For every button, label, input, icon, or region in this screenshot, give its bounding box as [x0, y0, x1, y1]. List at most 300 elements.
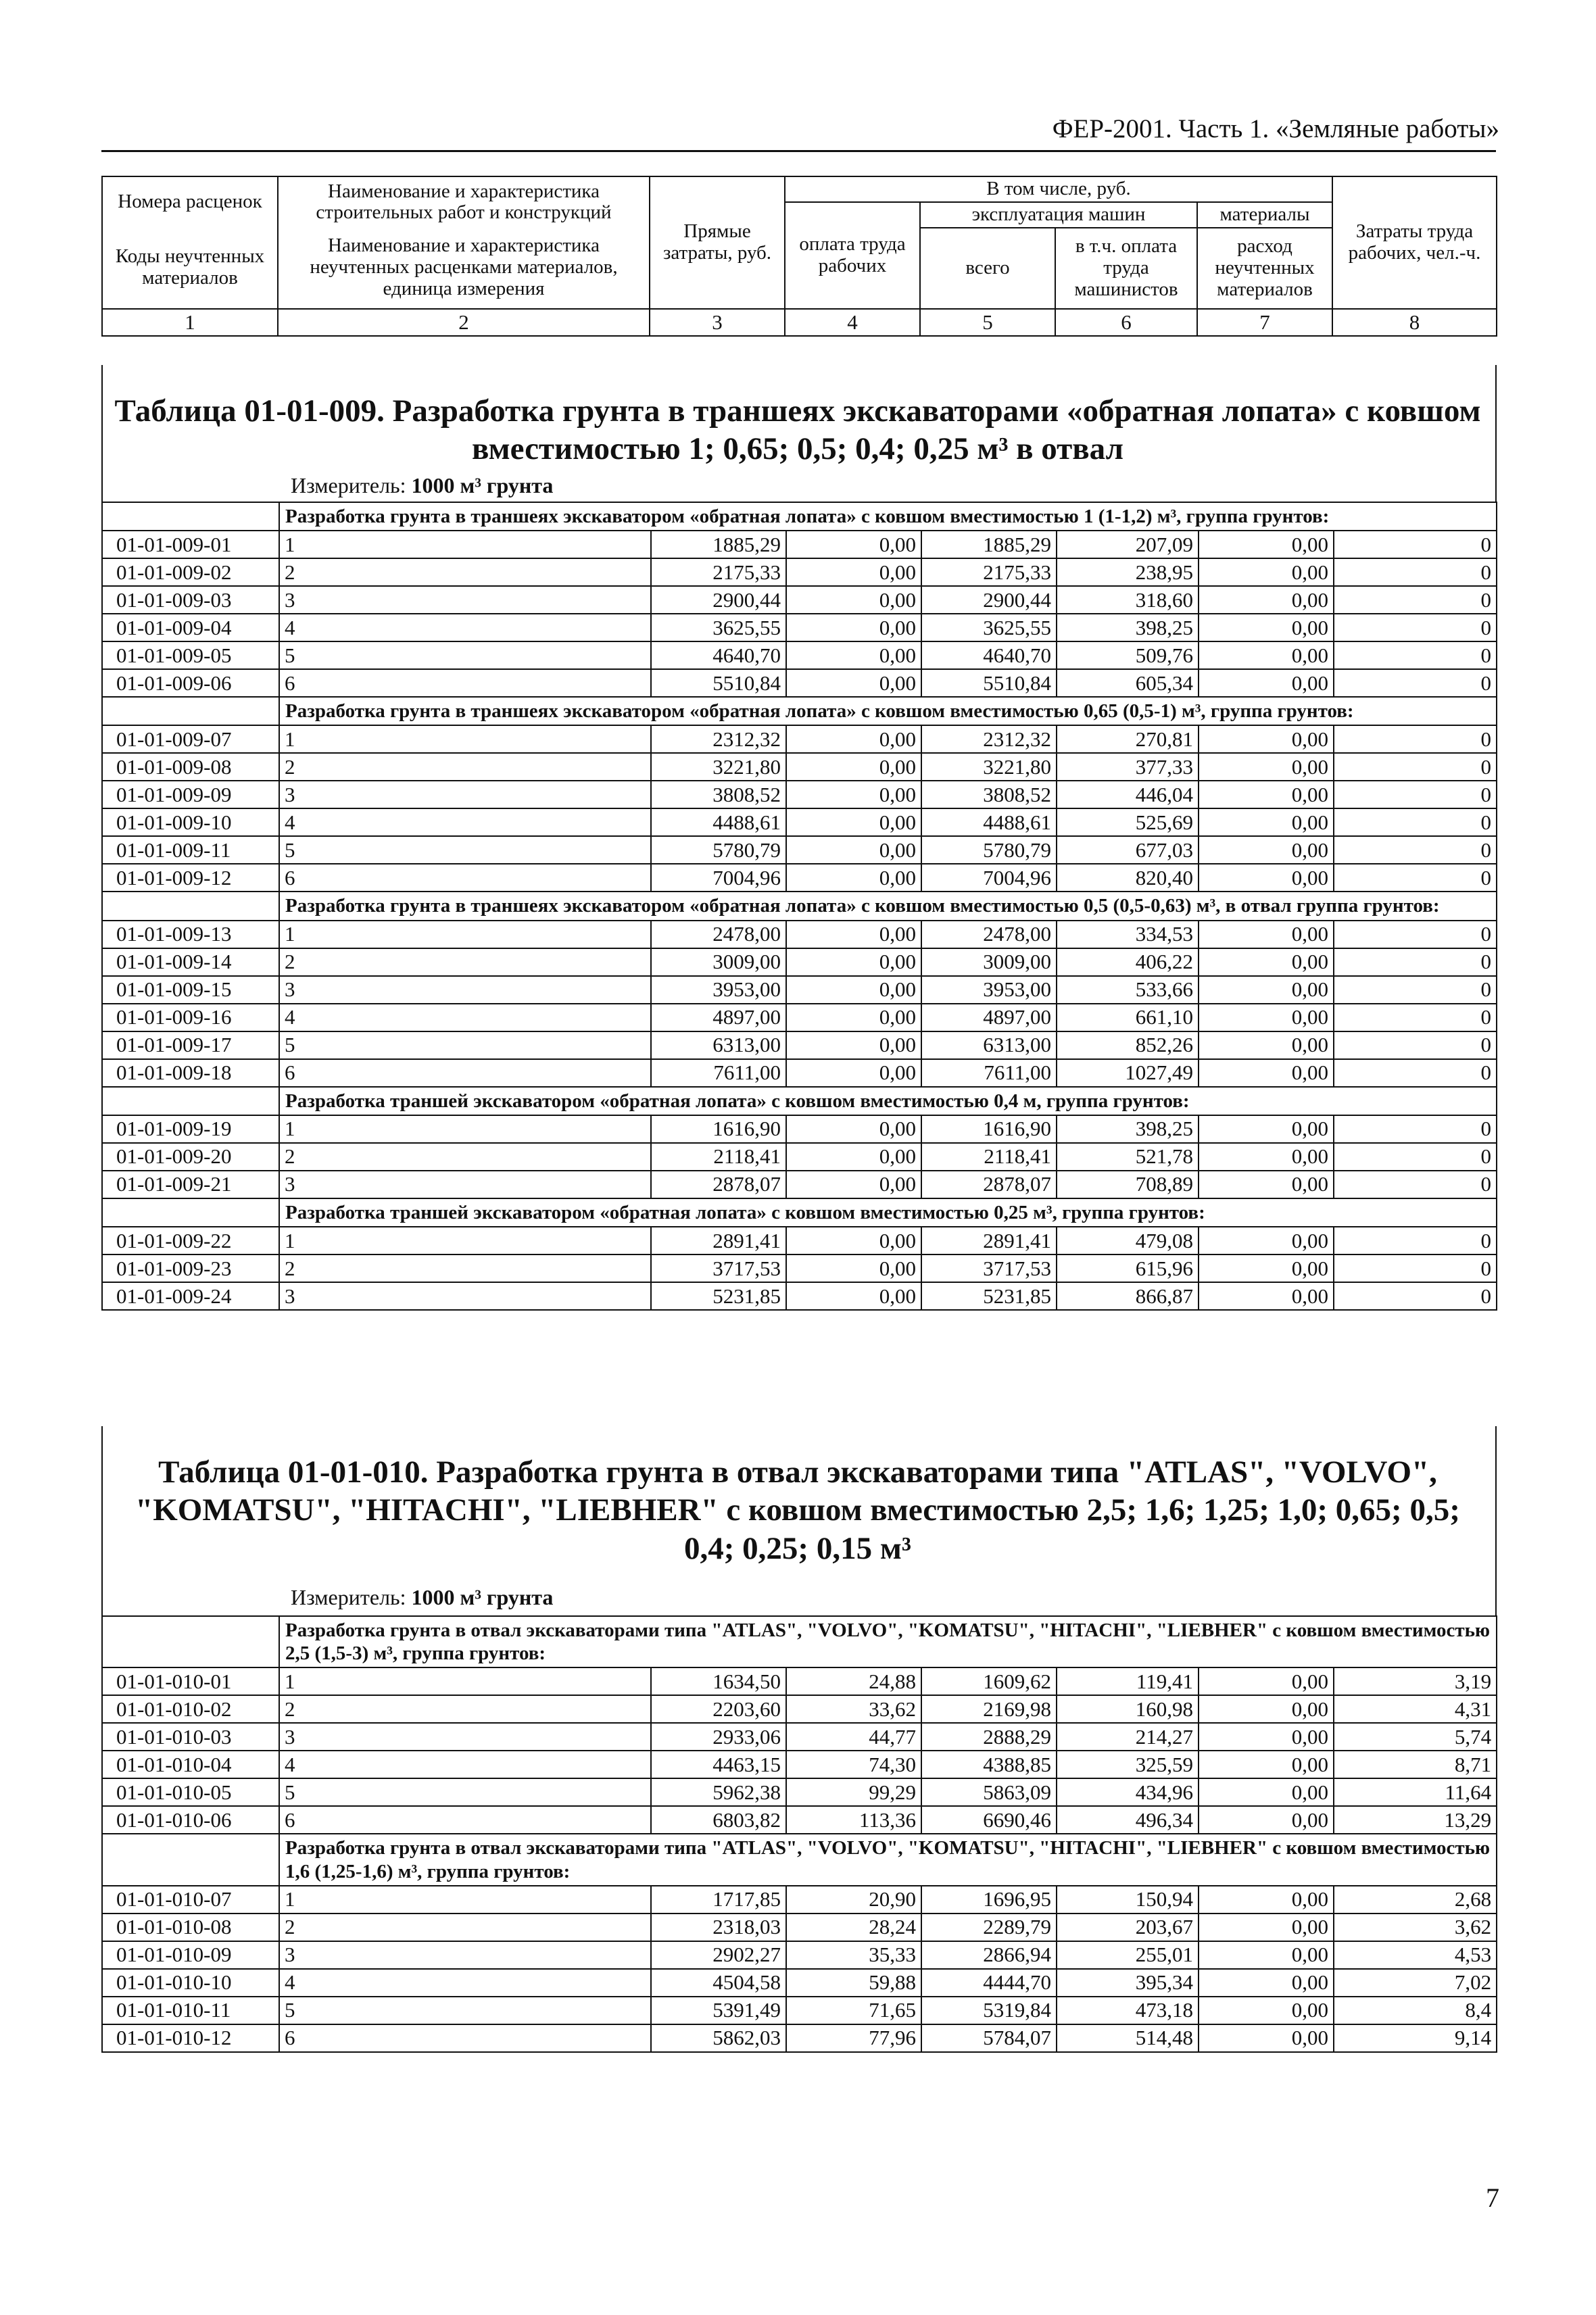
value-cell: 2289,79: [921, 1914, 1057, 1941]
value-cell: 4897,00: [651, 1004, 786, 1031]
rate-code-cell: 01-01-009-16: [102, 1004, 279, 1031]
value-cell: 214,27: [1057, 1723, 1199, 1751]
rate-code-cell: 01-01-009-02: [102, 558, 279, 586]
group-heading-spacer: [102, 1616, 279, 1667]
value-cell: 0,00: [1199, 531, 1334, 558]
value-cell: 28,24: [786, 1914, 921, 1941]
value-cell: 0,00: [1199, 1004, 1334, 1031]
value-cell: 8,4: [1334, 1997, 1497, 2024]
value-cell: 3221,80: [651, 753, 786, 781]
soil-group-cell: 3: [279, 1171, 651, 1198]
value-cell: 4444,70: [921, 1969, 1057, 1997]
value-cell: 5231,85: [651, 1282, 786, 1310]
table-row: [102, 864, 1497, 892]
table-row: [102, 1031, 1497, 1059]
value-cell: 5962,38: [651, 1778, 786, 1806]
value-cell: 479,08: [1057, 1227, 1199, 1254]
soil-group-cell: 2: [279, 1143, 651, 1171]
header-materials: материалы: [1197, 202, 1332, 228]
value-cell: 0: [1334, 1143, 1497, 1171]
value-cell: 5780,79: [651, 836, 786, 864]
value-cell: 2888,29: [921, 1723, 1057, 1751]
value-cell: 661,10: [1057, 1004, 1199, 1031]
header-material-names: Наименование и характеристика неучтенных расценками материалов, единица измерения: [278, 228, 650, 309]
value-cell: 0: [1334, 864, 1497, 892]
value-cell: 2478,00: [651, 921, 786, 948]
table-row: [102, 836, 1497, 864]
value-cell: 0: [1334, 1115, 1497, 1143]
value-cell: 708,89: [1057, 1171, 1199, 1198]
value-cell: 0: [1334, 1282, 1497, 1310]
rate-code-cell: 01-01-009-13: [102, 921, 279, 948]
value-cell: 1696,95: [921, 1886, 1057, 1914]
value-cell: 3953,00: [921, 976, 1057, 1004]
value-cell: 3717,53: [651, 1254, 786, 1282]
rate-code-cell: 01-01-009-12: [102, 864, 279, 892]
group-heading-row: [102, 697, 1497, 725]
value-cell: 0,00: [1199, 1886, 1334, 1914]
value-cell: 0: [1334, 921, 1497, 948]
soil-group-cell: 5: [279, 1031, 651, 1059]
value-cell: 150,94: [1057, 1886, 1199, 1914]
soil-group-cell: 2: [279, 1914, 651, 1941]
soil-group-cell: 2: [279, 558, 651, 586]
value-cell: 2203,60: [651, 1695, 786, 1723]
value-cell: 0,00: [1199, 1914, 1334, 1941]
header-material-codes: Коды неучтенных материалов: [102, 228, 278, 309]
value-cell: 2312,32: [921, 725, 1057, 753]
header-material-cost: расход неучтенных материалов: [1197, 228, 1332, 309]
value-cell: 2312,32: [651, 725, 786, 753]
soil-group-cell: 6: [279, 864, 651, 892]
value-cell: 3221,80: [921, 753, 1057, 781]
value-cell: 0,00: [1199, 808, 1334, 836]
rate-code-cell: 01-01-009-24: [102, 1282, 279, 1310]
rate-code-cell: 01-01-009-19: [102, 1115, 279, 1143]
group-heading: Разработка траншей экскаватором «обратная лопата» с ковшом вместимостью 0,25 м³, группа грунтов:: [279, 1198, 1497, 1227]
frame-line: [101, 1426, 103, 1617]
value-cell: 615,96: [1057, 1254, 1199, 1282]
value-cell: 2175,33: [921, 558, 1057, 586]
group-heading: Разработка грунта в траншеях экскаватором «обратная лопата» с ковшом вместимостью 1 (1-1,2) м³, группа грунтов:: [279, 502, 1497, 531]
value-cell: 2900,44: [651, 586, 786, 614]
value-cell: 44,77: [786, 1723, 921, 1751]
value-cell: 1609,62: [921, 1667, 1057, 1695]
rate-code-cell: 01-01-010-04: [102, 1751, 279, 1778]
value-cell: 3625,55: [651, 614, 786, 641]
rate-code-cell: 01-01-010-02: [102, 1695, 279, 1723]
soil-group-cell: 6: [279, 1806, 651, 1834]
value-cell: 2478,00: [921, 921, 1057, 948]
group-heading-spacer: [102, 892, 279, 920]
value-cell: 3,62: [1334, 1914, 1497, 1941]
table-row: [102, 641, 1497, 669]
value-cell: 3717,53: [921, 1254, 1057, 1282]
value-cell: 0,00: [1199, 641, 1334, 669]
soil-group-cell: 6: [279, 1059, 651, 1087]
value-cell: 0,00: [1199, 1941, 1334, 1969]
rate-code-cell: 01-01-009-01: [102, 531, 279, 558]
value-cell: 270,81: [1057, 725, 1199, 753]
value-cell: 0,00: [786, 1227, 921, 1254]
header-machines: эксплуатация машин: [920, 202, 1197, 228]
frame-line: [101, 365, 103, 502]
value-cell: 0: [1334, 1059, 1497, 1087]
table-010-unit: Измеритель: 1000 м³ грунта: [291, 1585, 554, 1609]
group-heading: Разработка грунта в траншеях экскаватором «обратная лопата» с ковшом вместимостью 0,65 (0,5-1) м³, группа грунтов:: [279, 697, 1497, 725]
soil-group-cell: 5: [279, 1997, 651, 2024]
value-cell: 6690,46: [921, 1806, 1057, 1834]
value-cell: 207,09: [1057, 531, 1199, 558]
rate-code-cell: 01-01-009-08: [102, 753, 279, 781]
value-cell: 0,00: [1199, 1997, 1334, 2024]
value-cell: 2891,41: [921, 1227, 1057, 1254]
table-row: [102, 1695, 1497, 1723]
value-cell: 0,00: [1199, 1969, 1334, 1997]
value-cell: 2878,07: [651, 1171, 786, 1198]
value-cell: 0,00: [1199, 669, 1334, 697]
value-cell: 4,53: [1334, 1941, 1497, 1969]
value-cell: 521,78: [1057, 1143, 1199, 1171]
page-number: 7: [1486, 2183, 1499, 2213]
group-heading-row: [102, 1834, 1497, 1885]
value-cell: 0: [1334, 669, 1497, 697]
soil-group-cell: 5: [279, 1778, 651, 1806]
value-cell: 0,00: [1199, 586, 1334, 614]
value-cell: 2933,06: [651, 1723, 786, 1751]
value-cell: 0,00: [786, 864, 921, 892]
table-row: [102, 781, 1497, 808]
value-cell: 6803,82: [651, 1806, 786, 1834]
value-cell: 2902,27: [651, 1941, 786, 1969]
rate-code-cell: 01-01-009-05: [102, 641, 279, 669]
value-cell: 11,64: [1334, 1778, 1497, 1806]
table-row: [102, 1004, 1497, 1031]
value-cell: 2118,41: [651, 1143, 786, 1171]
value-cell: 406,22: [1057, 948, 1199, 976]
value-cell: 255,01: [1057, 1941, 1199, 1969]
header-direct-costs: Прямые затраты, руб.: [650, 176, 785, 309]
value-cell: 0,00: [1199, 1778, 1334, 1806]
table-row: [102, 558, 1497, 586]
value-cell: 71,65: [786, 1997, 921, 2024]
value-cell: 0,00: [1199, 1254, 1334, 1282]
group-heading: Разработка грунта в отвал экскаваторами типа "ATLAS", "VOLVO", "KOMATSU", "HITACHI", "LIEBHER" с ковшом вместимостью 2,5 (1,5-3) м³, группа грунтов:: [279, 1616, 1497, 1667]
frame-line: [1495, 1426, 1497, 1617]
value-cell: 0,00: [786, 531, 921, 558]
header-labor-costs: Затраты труда рабочих, чел.-ч.: [1332, 176, 1497, 309]
value-cell: 7004,96: [921, 864, 1057, 892]
table-row: [102, 1667, 1497, 1695]
value-cell: 0,00: [1199, 1115, 1334, 1143]
table-row: [102, 725, 1497, 753]
rate-code-cell: 01-01-010-06: [102, 1806, 279, 1834]
value-cell: 605,34: [1057, 669, 1199, 697]
value-cell: 0,00: [1199, 614, 1334, 641]
table-row: [102, 753, 1497, 781]
table-row: [102, 948, 1497, 976]
group-heading-row: [102, 1198, 1497, 1227]
value-cell: 0,00: [1199, 976, 1334, 1004]
value-cell: 866,87: [1057, 1282, 1199, 1310]
value-cell: 20,90: [786, 1886, 921, 1914]
value-cell: 677,03: [1057, 836, 1199, 864]
value-cell: 7611,00: [651, 1059, 786, 1087]
soil-group-cell: 2: [279, 753, 651, 781]
rate-code-cell: 01-01-009-18: [102, 1059, 279, 1087]
value-cell: 35,33: [786, 1941, 921, 1969]
value-cell: 74,30: [786, 1751, 921, 1778]
value-cell: 395,34: [1057, 1969, 1199, 1997]
soil-group-cell: 2: [279, 1254, 651, 1282]
value-cell: 0: [1334, 808, 1497, 836]
value-cell: 5319,84: [921, 1997, 1057, 2024]
value-cell: 0: [1334, 1004, 1497, 1031]
soil-group-cell: 1: [279, 1227, 651, 1254]
table-row: [102, 976, 1497, 1004]
table-010-title: Таблица 01-01-010. Разработка грунта в отвал экскаваторами типа "ATLAS", "VOLVO", "KOMATSU", "HITACHI", "LIEBHER" с ковшом вместимостью 2,5; 1,6; 1,25; 1,0; 0,65; 0,5; 0,4; 0,25; 0,15 м³: [135, 1455, 1460, 1566]
rate-code-cell: 01-01-009-04: [102, 614, 279, 641]
value-cell: 4,31: [1334, 1695, 1497, 1723]
table-row: [102, 808, 1497, 836]
value-cell: 1616,90: [651, 1115, 786, 1143]
table-row: [102, 669, 1497, 697]
group-heading: Разработка грунта в траншеях экскаватором «обратная лопата» с ковшом вместимостью 0,5 (0,5-0,63) м³, в отвал группа грунтов:: [279, 892, 1497, 920]
value-cell: 2118,41: [921, 1143, 1057, 1171]
table-row: [102, 921, 1497, 948]
table-row: [102, 1997, 1497, 2024]
group-heading-spacer: [102, 697, 279, 725]
value-cell: 0: [1334, 948, 1497, 976]
value-cell: 0,00: [786, 641, 921, 669]
value-cell: 398,25: [1057, 1115, 1199, 1143]
value-cell: 5510,84: [651, 669, 786, 697]
table-row: [102, 586, 1497, 614]
soil-group-cell: 3: [279, 976, 651, 1004]
value-cell: 0,00: [1199, 725, 1334, 753]
value-cell: 113,36: [786, 1806, 921, 1834]
value-cell: 473,18: [1057, 1997, 1199, 2024]
value-cell: 398,25: [1057, 614, 1199, 641]
value-cell: 2866,94: [921, 1941, 1057, 1969]
value-cell: 0: [1334, 1031, 1497, 1059]
value-cell: 0,00: [786, 921, 921, 948]
value-cell: 0: [1334, 725, 1497, 753]
table-row: [102, 614, 1497, 641]
value-cell: 0,00: [1199, 1282, 1334, 1310]
table-009-unit: Измеритель: 1000 м³ грунта: [291, 473, 554, 497]
value-cell: 0,00: [1199, 1059, 1334, 1087]
value-cell: 0: [1334, 1254, 1497, 1282]
soil-group-cell: 1: [279, 921, 651, 948]
header-machines-total: всего: [920, 228, 1055, 309]
value-cell: 238,95: [1057, 558, 1199, 586]
value-cell: 0,00: [1199, 1667, 1334, 1695]
value-cell: 1885,29: [651, 531, 786, 558]
value-cell: 24,88: [786, 1667, 921, 1695]
header-rule: [101, 150, 1496, 152]
value-cell: 4504,58: [651, 1969, 786, 1997]
value-cell: 318,60: [1057, 586, 1199, 614]
running-head: ФЕР-2001. Часть 1. «Земляные работы»: [1052, 114, 1499, 143]
value-cell: 0: [1334, 753, 1497, 781]
soil-group-cell: 2: [279, 948, 651, 976]
value-cell: 4488,61: [921, 808, 1057, 836]
value-cell: 0,00: [1199, 1143, 1334, 1171]
header-col-number: 7: [1197, 309, 1332, 336]
group-heading: Разработка грунта в отвал экскаваторами типа "ATLAS", "VOLVO", "KOMATSU", "HITACHI", "LIEBHER" с ковшом вместимостью 1,6 (1,25-1,6) м³, группа грунтов:: [279, 1834, 1497, 1885]
value-cell: 1717,85: [651, 1886, 786, 1914]
header-col-number: 5: [920, 309, 1055, 336]
header-work-name: Наименование и характеристика строительных работ и конструкций: [278, 176, 650, 228]
value-cell: 2,68: [1334, 1886, 1497, 1914]
table-row: [102, 2024, 1497, 2052]
value-cell: 0,00: [786, 781, 921, 808]
soil-group-cell: 4: [279, 1969, 651, 1997]
header-col-number: 6: [1055, 309, 1197, 336]
value-cell: 4388,85: [921, 1751, 1057, 1778]
value-cell: 203,67: [1057, 1914, 1199, 1941]
rate-code-cell: 01-01-009-20: [102, 1143, 279, 1171]
value-cell: 4897,00: [921, 1004, 1057, 1031]
value-cell: 1885,29: [921, 531, 1057, 558]
value-cell: 0,00: [786, 725, 921, 753]
rate-code-cell: 01-01-010-01: [102, 1667, 279, 1695]
header-col-number: 3: [650, 309, 785, 336]
header-col-number: 2: [278, 309, 650, 336]
value-cell: 4640,70: [651, 641, 786, 669]
value-cell: 9,14: [1334, 2024, 1497, 2052]
value-cell: 0,00: [1199, 921, 1334, 948]
rate-code-cell: 01-01-009-22: [102, 1227, 279, 1254]
soil-group-cell: 3: [279, 1941, 651, 1969]
value-cell: 0,00: [1199, 1227, 1334, 1254]
value-cell: 509,76: [1057, 641, 1199, 669]
value-cell: 0,00: [1199, 558, 1334, 586]
soil-group-cell: 1: [279, 1886, 651, 1914]
group-heading: Разработка траншей экскаватором «обратная лопата» с ковшом вместимостью 0,4 м, группа грунтов:: [279, 1087, 1497, 1115]
value-cell: 3009,00: [651, 948, 786, 976]
value-cell: 0,00: [786, 1254, 921, 1282]
value-cell: 0,00: [786, 836, 921, 864]
rate-code-cell: 01-01-009-10: [102, 808, 279, 836]
value-cell: 0: [1334, 614, 1497, 641]
value-cell: 0,00: [786, 1282, 921, 1310]
value-cell: 525,69: [1057, 808, 1199, 836]
table-row: [102, 1778, 1497, 1806]
table-row: [102, 1969, 1497, 1997]
soil-group-cell: 3: [279, 781, 651, 808]
value-cell: 0,00: [786, 1004, 921, 1031]
value-cell: 0,00: [786, 948, 921, 976]
table-row: [102, 1886, 1497, 1914]
value-cell: 0,00: [1199, 1171, 1334, 1198]
rate-code-cell: 01-01-009-21: [102, 1171, 279, 1198]
value-cell: 5,74: [1334, 1723, 1497, 1751]
value-cell: 0,00: [786, 558, 921, 586]
header-col-number: 4: [785, 309, 920, 336]
value-cell: 0: [1334, 1171, 1497, 1198]
value-cell: 0,00: [786, 614, 921, 641]
rate-code-cell: 01-01-009-15: [102, 976, 279, 1004]
group-heading-row: [102, 502, 1497, 531]
table-010: [101, 1615, 1497, 2053]
value-cell: 0: [1334, 586, 1497, 614]
value-cell: 59,88: [786, 1969, 921, 1997]
soil-group-cell: 4: [279, 808, 651, 836]
value-cell: 160,98: [1057, 1695, 1199, 1723]
value-cell: 852,26: [1057, 1031, 1199, 1059]
value-cell: 0,00: [786, 1171, 921, 1198]
soil-group-cell: 3: [279, 1282, 651, 1310]
value-cell: 0,00: [1199, 1751, 1334, 1778]
table-row: [102, 1282, 1497, 1310]
header-labor-pay: оплата труда рабочих: [785, 202, 920, 309]
header-rate-numbers: Номера расценок: [102, 176, 278, 228]
rate-code-cell: 01-01-009-11: [102, 836, 279, 864]
value-cell: 0,00: [786, 1031, 921, 1059]
table-row: [102, 1806, 1497, 1834]
value-cell: 0,00: [1199, 836, 1334, 864]
group-heading-row: [102, 892, 1497, 920]
value-cell: 0,00: [1199, 948, 1334, 976]
value-cell: 2891,41: [651, 1227, 786, 1254]
value-cell: 2175,33: [651, 558, 786, 586]
table-row: [102, 1723, 1497, 1751]
value-cell: 5863,09: [921, 1778, 1057, 1806]
soil-group-cell: 5: [279, 641, 651, 669]
value-cell: 3808,52: [921, 781, 1057, 808]
rate-code-cell: 01-01-009-23: [102, 1254, 279, 1282]
value-cell: 0,00: [786, 586, 921, 614]
value-cell: 2318,03: [651, 1914, 786, 1941]
value-cell: 0: [1334, 531, 1497, 558]
rate-code-cell: 01-01-009-07: [102, 725, 279, 753]
value-cell: 1634,50: [651, 1667, 786, 1695]
header-machinist-pay: в т.ч. оплата труда машинистов: [1055, 228, 1197, 309]
value-cell: 4488,61: [651, 808, 786, 836]
value-cell: 434,96: [1057, 1778, 1199, 1806]
value-cell: 4640,70: [921, 641, 1057, 669]
rate-code-cell: 01-01-009-14: [102, 948, 279, 976]
value-cell: 4463,15: [651, 1751, 786, 1778]
value-cell: 8,71: [1334, 1751, 1497, 1778]
group-heading-row: [102, 1616, 1497, 1667]
rate-code-cell: 01-01-009-09: [102, 781, 279, 808]
header-including: В том числе, руб.: [785, 176, 1332, 202]
value-cell: 6313,00: [921, 1031, 1057, 1059]
value-cell: 496,34: [1057, 1806, 1199, 1834]
value-cell: 0: [1334, 1227, 1497, 1254]
value-cell: 820,40: [1057, 864, 1199, 892]
soil-group-cell: 2: [279, 1695, 651, 1723]
table-row: [102, 1143, 1497, 1171]
table-row: [102, 1115, 1497, 1143]
value-cell: 3625,55: [921, 614, 1057, 641]
value-cell: 33,62: [786, 1695, 921, 1723]
value-cell: 0,00: [786, 753, 921, 781]
soil-group-cell: 1: [279, 725, 651, 753]
value-cell: 2169,98: [921, 1695, 1057, 1723]
value-cell: 13,29: [1334, 1806, 1497, 1834]
value-cell: 0,00: [1199, 1031, 1334, 1059]
group-heading-spacer: [102, 502, 279, 531]
value-cell: 0: [1334, 976, 1497, 1004]
value-cell: 0,00: [1199, 2024, 1334, 2052]
frame-line: [1495, 365, 1497, 502]
value-cell: 5391,49: [651, 1997, 786, 2024]
value-cell: 3,19: [1334, 1667, 1497, 1695]
